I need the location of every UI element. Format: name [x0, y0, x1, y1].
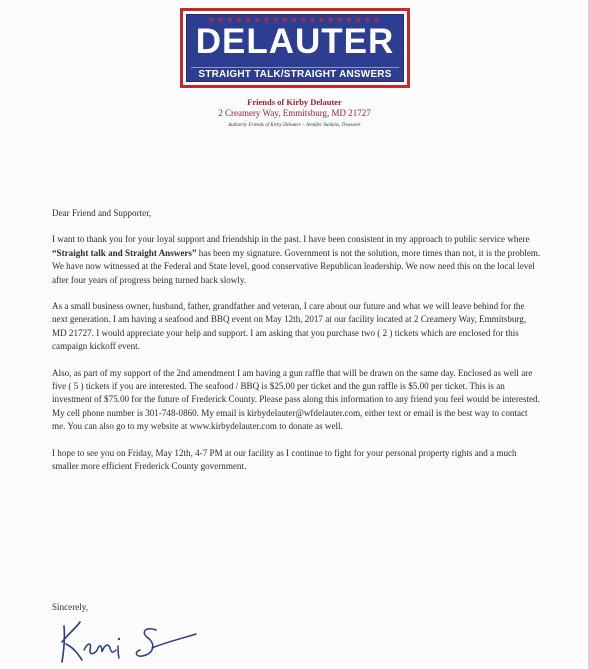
- logo-name: DELAUTER: [195, 22, 395, 61]
- org-name: Friends of Kirby Delauter: [247, 97, 342, 107]
- logo-banner: [186, 14, 404, 82]
- salutation: Dear Friend and Supporter,: [52, 208, 152, 218]
- logo-tagline: STRAIGHT TALK/STRAIGHT ANSWERS: [191, 67, 399, 82]
- paragraph-1: [52, 233, 542, 287]
- closing: Sincerely,: [52, 602, 89, 612]
- slogan-quote: “Straight talk and Straight Answers”: [52, 247, 197, 258]
- delauter-logo: [180, 8, 410, 88]
- authority-line: Authority Friends of Kirby Delauter – Jennifer Sunkins, Treasurer: [228, 123, 361, 128]
- paragraph-1-end: has been my signature. Government is not the solution, more times than not, it is the problem. We have now witnessed at the Federal and State level, good conservative Republican leadership. We now need this on the local level after four years of progress being turned back slowly.: [52, 247, 541, 285]
- org-address: 2 Creamery Way, Emmitsburg, MD 21727: [218, 108, 371, 118]
- paragraph-1-start: I want to thank you for your loyal support and friendship in the past. I have been consistent in my approach to public service where: [52, 234, 530, 245]
- paragraph-4: I hope to see you on Friday, May 12th, 4-7 PM at our facility as I continue to fight for your personal property rights and a much smaller more efficient Frederick County government.: [52, 447, 517, 472]
- paragraph-2: As a small business owner, husband, father, grandfather and veteran, I care about our future and what we will leave behind for the next generation. I am having a seafood and BBQ event on May 12th, 2017 at our facility located at 2 Creamery Way, Emmitsburg, MD 21727. I would appreciate your help and support. I am asking that you purchase two ( 2 ) tickets which are enclosed for this campaign kickoff event.: [52, 301, 527, 352]
- paragraph-3: Also, as part of my support of the 2nd amendment I am having a gun raffle that will be drawn on the same day. Enclosed as well are five ( 5 ) tickets if you are interested. The seafood / BBQ is $25.00 per ticket and the gun raffle is $5.00 per ticket. This is an investment of $75.00 for the future of Frederick County. Please pass along this information to any friend you feel would be interested. My cell phone number is 301-748-0860. My email is kirbydelauter@wfdelauter.com, either text or email is the best way to contact me. You can also go to my website at www.kirbydelauter.com to donate as well.: [52, 367, 540, 432]
- signature-image: [56, 612, 206, 667]
- letter-body: [52, 207, 542, 487]
- logo-stars: ★★★★★★★★★★★★★★★★★★★: [207, 15, 383, 24]
